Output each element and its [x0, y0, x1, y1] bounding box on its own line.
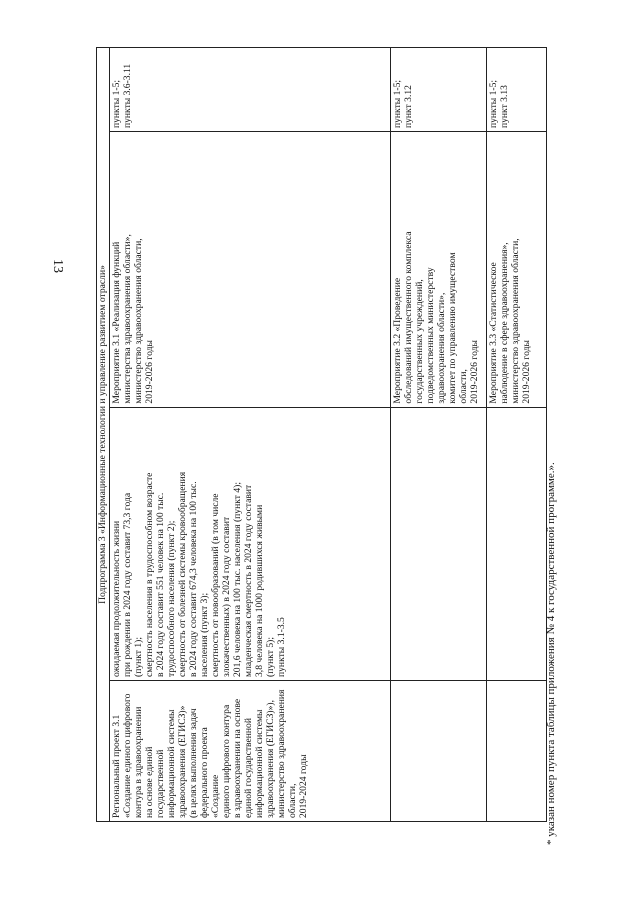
text-line: единого цифрового контура [221, 704, 232, 818]
text-line: здравоохранения области», [436, 292, 447, 404]
text-line: смертность населения в трудоспособном возрасте [144, 472, 155, 677]
project-cell [391, 681, 487, 822]
text-line: пункты 3.6-3.11 [122, 63, 133, 129]
text-line: смертность от новообразований (в том числе [210, 493, 221, 677]
points-cell [391, 48, 487, 132]
project-cell [110, 681, 391, 822]
text-line: 201,6 человека на 100 тыс. населения (пункт 4); [232, 481, 243, 677]
text-line: при рождении в 2024 году составит 73,3 года [122, 492, 133, 677]
text-line: федерального проекта «Создание [199, 727, 221, 818]
text-line: 2019-2026 годы [521, 340, 532, 404]
text-line: области, [458, 369, 469, 404]
text-line: здравоохранения (ЕГИСЗ)»), [265, 699, 276, 818]
text-line: «Создание единого цифрового [122, 693, 133, 818]
text-line: населения (пункт 3); [199, 592, 210, 677]
text-line: злокачественных) в 2024 году составит [221, 516, 232, 677]
text-line: 2019-2026 годы [469, 340, 480, 404]
text-line: комитет по управлению имуществом [447, 252, 458, 404]
text-line: пункты 1-5; [488, 79, 499, 129]
text-line: Мероприятие 3.3 «Статистическое [488, 262, 499, 404]
text-line: области, [287, 783, 298, 818]
text-line: министерства здравоохранения области», [122, 234, 133, 404]
points-cell [487, 48, 547, 132]
points-cell [110, 48, 391, 132]
text-line: министерство здравоохранения области, [133, 238, 144, 404]
text-line: (пункт 1); [133, 636, 144, 677]
text-line: 2019-2024 годы [298, 754, 309, 818]
text-line: пункты 1-5; [111, 79, 122, 129]
text-line: Региональный проект 3.1 [111, 714, 122, 818]
subprogram-row [97, 48, 110, 822]
text-line: государственных учреждений, [414, 279, 425, 404]
text-line: государственной [155, 749, 166, 818]
table-row [391, 48, 487, 822]
text-line: Мероприятие 3.2 «Проведение [392, 277, 403, 404]
text-line: младенческая смертность в 2024 году составит [243, 484, 254, 677]
table-row [487, 48, 547, 822]
text-line: единой государственной [243, 718, 254, 818]
indicators-cell [110, 407, 391, 680]
program-table [96, 47, 547, 822]
text-line: министерство здравоохранения области, [510, 238, 521, 404]
measure-cell [487, 132, 547, 408]
text-line: смертность от болезней системы кровообращения [177, 471, 188, 677]
table-row [110, 48, 391, 822]
project-cell [487, 681, 547, 822]
text-line: пункты 1-5; [392, 79, 403, 129]
text-line: информационной системы [166, 709, 177, 818]
text-line: обследований имущественного комплекса [403, 231, 414, 404]
text-line: контура в здравоохранении [133, 706, 144, 818]
footnote: * указан номер пункта таблицы приложения № 4 к государственной программе.». [545, 462, 557, 845]
text-line: трудоспособного населения (пункт 2); [166, 520, 177, 677]
measure-cell [391, 132, 487, 408]
text-line: министерство здравоохранения [276, 689, 287, 818]
text-line: в 2024 году составит 551 человек на 100 тыс. [155, 492, 166, 677]
text-line: наблюдение в сфере здравоохранения», [499, 242, 510, 404]
text-line: информационной системы [254, 709, 265, 818]
text-line: пункт 3.13 [499, 85, 510, 129]
subprogram-title: Подпрограмма 3 «Информационные технологии и управление развитием отрасли» [97, 48, 110, 822]
text-line: (в целях выполнения задач [188, 708, 199, 818]
text-line: в здравоохранении на основе [232, 698, 243, 818]
text-line: пункт 3.12 [403, 85, 414, 129]
text-line: 2019-2026 годы [144, 340, 155, 404]
text-line: ожидаемая продолжительность жизни [111, 520, 122, 677]
text-line: Мероприятие 3.1 «Реализация функций [111, 241, 122, 404]
indicators-cell [487, 407, 547, 680]
text-line: здравоохранения (ЕГИСЗ)» [177, 705, 188, 818]
text-line: в 2024 году составит 674,3 человека на 100 тыс. [188, 481, 199, 677]
page-number: 13 [50, 259, 65, 273]
text-line: (пункт 5); [265, 636, 276, 677]
text-line: на основе единой [144, 746, 155, 818]
text-line: подведомственных министерству [425, 267, 436, 404]
indicators-cell [391, 407, 487, 680]
measure-cell [110, 132, 391, 408]
text-line: 3,8 человека на 1000 родившихся живыми [254, 504, 265, 677]
text-line: пункты 3.1-3.5 [276, 617, 287, 677]
